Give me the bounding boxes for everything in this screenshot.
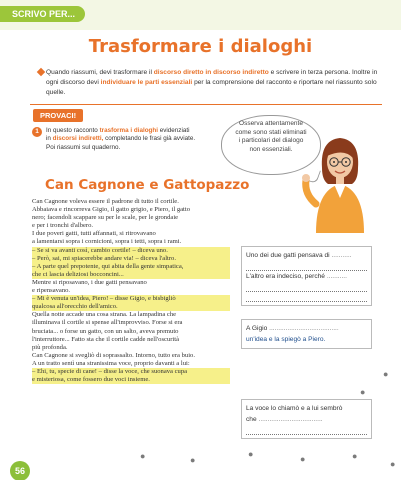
exercise-text-part: completando le frasi già avviate. Poi riassumi sul quaderno. <box>46 135 196 151</box>
answer-line[interactable]: che ................................... <box>246 416 323 423</box>
answer-prompt: La voce lo chiamò e a lui sembrò <box>246 405 343 412</box>
paw-print-icon: ● <box>390 459 396 469</box>
story-text <box>32 198 230 384</box>
page-title: Trasformare i dialoghi <box>88 36 313 57</box>
answer-box-3 <box>241 399 372 439</box>
paw-print-icon: ● <box>140 451 146 461</box>
highlighted-dialogue: qualcosa all'orecchio dell'amico. <box>32 303 230 311</box>
answer-prompt: A Gigio <box>246 325 268 332</box>
story-line: più profonda. <box>32 343 68 351</box>
highlighted-dialogue: – A parte quel prepotente, qui abita della gente simpatica, <box>32 263 230 271</box>
bubble-line: come sono stati eliminati <box>235 128 307 136</box>
paw-print-icon: ● <box>300 454 306 464</box>
story-line: a lamentarsi sopra i cornicioni, sopra i tetti, sopra i rami. <box>32 238 182 246</box>
highlighted-dialogue: – Però, sai, mi spiacerebbe andare via! – diceva l'altro. <box>32 255 230 263</box>
story-line: e ripensavano. <box>32 287 71 295</box>
answer-line[interactable]: A Gigio ...................................... <box>246 325 339 332</box>
story-line: e per i tronchi d'albero. <box>32 222 94 230</box>
exercise-text-part: In questo racconto <box>46 127 100 134</box>
answer-blank[interactable] <box>246 261 367 271</box>
story-line: nero; facendoli scappare su per le scale, per le grondaie <box>32 214 179 222</box>
bubble-line: Osserva attentamente <box>239 120 303 127</box>
answer-box-1 <box>241 246 372 306</box>
answer-line[interactable]: Uno dei due gatti pensava di ........... <box>246 252 352 259</box>
answer-blank[interactable] <box>246 282 367 292</box>
answer-prompt: L'altro era indeciso, perché <box>246 273 325 280</box>
teacher-illustration <box>300 118 380 233</box>
highlighted-dialogue: e misteriosa, come fossero due voci insieme. <box>32 376 230 384</box>
diamond-bullet-icon <box>37 68 45 76</box>
story-line: l'interruttore... Fatto sta che il cortile cadde nell'oscurità <box>32 335 180 343</box>
answer-blank[interactable] <box>246 425 367 435</box>
answer-prompt: un'idea e la spiegò a Piero. <box>246 336 326 343</box>
story-line: illuminava il cortile si spense all'improvviso. Forse si era <box>32 319 183 327</box>
story-title: Can Cagnone e Gattopazzo <box>45 177 250 193</box>
intro-text <box>46 68 378 98</box>
paw-print-icon: ● <box>248 449 254 459</box>
intro-highlight: discorso diretto in discorso indiretto <box>153 69 269 76</box>
paw-print-icon: ● <box>360 387 366 397</box>
answer-prompt: che <box>246 416 257 423</box>
answer-blank[interactable] <box>246 292 367 302</box>
highlighted-dialogue: – Mi è venuta un'idea, Piero! – disse Gigio, e bisbigliò <box>32 295 230 303</box>
story-line: Mentre si riposavano, i due gatti pensavano <box>32 278 147 286</box>
story-line: Quella notte accade una cosa strana. La lampadina che <box>32 311 177 319</box>
intro-highlight: individuare le parti essenziali <box>100 79 193 86</box>
exercise-highlight: trasforma i dialoghi <box>99 127 158 134</box>
highlighted-dialogue: – Ehi, tu, specie di cane! – disse la voce, che suonava cupa <box>32 368 230 376</box>
highlighted-dialogue: che ci lascia deliziosi bocconcini... <box>32 271 230 279</box>
bubble-line: i particolari del dialogo <box>238 137 304 144</box>
paw-print-icon: ● <box>383 369 389 379</box>
answer-prompt: Uno dei due gatti pensava di <box>246 252 330 259</box>
page-number: 56 <box>10 461 30 480</box>
story-line: Abbaiava e rincorreva Gigio, il gatto grigio, e Piero, il gatto <box>32 206 191 214</box>
story-line: Can Cagnone voleva essere il padrone di tutto il cortile. <box>32 198 179 205</box>
section-tag: SCRIVO PER... <box>0 6 85 22</box>
story-line: Can Cagnone si svegliò di soprassalto. Intorno, tutto era buio. <box>32 351 195 359</box>
intro-text-part: per la comprensione del racconto e riportare nel riassunto solo quelle. <box>46 79 377 96</box>
paw-print-icon: ● <box>190 455 196 465</box>
answer-line[interactable]: L'altro era indeciso, perché ........... <box>246 273 347 280</box>
answer-box-2 <box>241 319 372 349</box>
exercise-text-part: evidenziati in <box>46 127 190 143</box>
story-line: I due poveri gatti, tutti affannati, si ritrovavano <box>32 230 156 238</box>
intro-text-part: Quando riassumi, devi trasformare il <box>46 69 154 76</box>
exercise-instructions <box>46 127 196 152</box>
highlighted-dialogue: – Se si va avanti così, cambio cortile! – diceva uno. <box>32 247 230 255</box>
story-line: A un tratto sentì una stranissima voce, proprio davanti a lui: <box>32 359 190 367</box>
story-line: bruciata... o forse un gatto, con un salto, aveva premuto <box>32 327 179 335</box>
exercise-number: 1 <box>32 127 42 137</box>
paw-print-icon: ● <box>352 451 358 461</box>
exercise-highlight: discorsi indiretti, <box>52 135 104 143</box>
divider <box>30 104 382 105</box>
bubble-line: non essenziali. <box>249 145 293 153</box>
activity-label: PROVACI! <box>33 109 83 122</box>
intro-text-part: e scrivere in terza persona. Inoltre in ogni discorso devi <box>46 69 378 86</box>
